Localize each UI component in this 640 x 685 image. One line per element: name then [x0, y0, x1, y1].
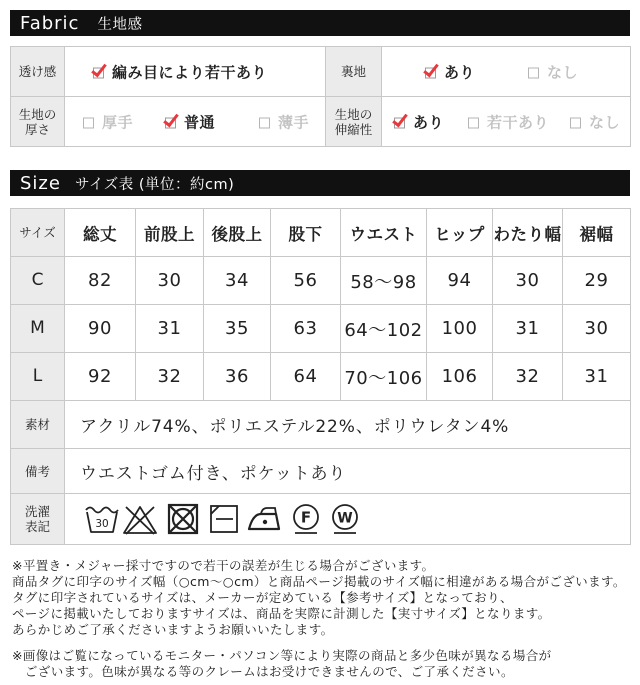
size-value: 90	[65, 305, 136, 353]
option-stretch-yes	[394, 111, 444, 132]
size-value: 29	[563, 257, 631, 305]
size-value: 31	[136, 305, 204, 353]
measurement-notes	[12, 558, 626, 638]
checkbox-icon	[468, 118, 479, 129]
care-symbols	[65, 494, 631, 545]
wash-tub-30-icon	[83, 502, 121, 536]
option-label: あり	[444, 63, 476, 81]
label-line: 表記	[24, 519, 50, 534]
column-header-back-rise: 後股上	[204, 209, 271, 257]
fabric-heading: Fabric	[20, 12, 80, 34]
note-line: ※画像はご覧になっているモニター・パソコン等により実際の商品と多少色味が異なる場合が	[12, 648, 552, 663]
size-row-m	[11, 305, 631, 353]
size-value: 92	[65, 353, 136, 401]
option-lining-no	[528, 61, 578, 82]
checkbox-icon	[570, 118, 581, 129]
wet-clean-w-icon	[329, 502, 361, 536]
color-notes	[12, 648, 626, 680]
no-tumble-dry-icon	[165, 502, 201, 536]
size-section-header	[10, 170, 630, 196]
dry-clean-f-icon	[290, 502, 322, 536]
option-stretch-slight	[468, 111, 549, 132]
note-line: ※平置き・メジャー採寸ですので若干の誤差が生じる場合がございます。	[12, 558, 435, 573]
thickness-options	[65, 97, 326, 147]
dry-clean-letter: F	[300, 508, 312, 527]
option-label: なし	[547, 63, 579, 81]
column-header-inseam: 股下	[271, 209, 341, 257]
label-line: 生地の	[18, 106, 57, 122]
size-row-c	[11, 257, 631, 305]
column-header-waist: ウエスト	[341, 209, 427, 257]
remarks-value: ウエストゴム付き、ポケットあり	[65, 449, 631, 494]
label-line: 厚さ	[24, 121, 50, 137]
size-label: C	[11, 257, 65, 305]
wash-temperature-label: 30	[95, 518, 109, 530]
remarks-label: 備考	[11, 449, 65, 494]
option-thickness-normal	[165, 111, 215, 132]
size-table	[10, 208, 631, 545]
remarks-row	[11, 449, 631, 494]
size-heading: Size	[20, 172, 61, 194]
size-value: 32	[136, 353, 204, 401]
stretch-label	[326, 97, 382, 147]
option-label: 薄手	[278, 113, 310, 131]
size-column-header: サイズ	[11, 209, 65, 257]
size-row-l	[11, 353, 631, 401]
care-row	[11, 494, 631, 545]
care-label	[11, 494, 65, 545]
flat-dry-shade-icon	[208, 502, 240, 536]
option-thickness-thick	[83, 111, 133, 132]
size-value: 64	[271, 353, 341, 401]
iron-low-icon	[245, 502, 283, 536]
option-stretch-no	[570, 111, 620, 132]
column-header-total-length: 総丈	[65, 209, 136, 257]
label-line: 生地の	[334, 106, 373, 122]
label-line: 透け感	[18, 64, 57, 79]
note-line: タグに印字されているサイズは、メーカーが定めている【参考サイズ】となっており、	[12, 590, 513, 605]
note-line: 商品タグに印字のサイズ幅（○cm〜○cm）と商品ページ掲載のサイズ幅に相違がある場合がございます。	[12, 574, 626, 589]
option-label: なし	[589, 113, 621, 131]
option-label: 編み目により若干あり	[112, 63, 268, 81]
checkbox-icon	[93, 68, 104, 79]
wet-clean-letter: W	[337, 510, 353, 527]
checkbox-icon	[394, 118, 405, 129]
material-row	[11, 401, 631, 449]
size-value: 31	[493, 305, 563, 353]
column-header-hip: ヒップ	[427, 209, 493, 257]
size-value: 31	[563, 353, 631, 401]
column-header-front-rise: 前股上	[136, 209, 204, 257]
option-label: 普通	[184, 113, 216, 131]
size-value: 32	[493, 353, 563, 401]
option-lining-yes	[425, 61, 475, 82]
size-value: 82	[65, 257, 136, 305]
fabric-table	[10, 46, 631, 147]
fabric-row-see-through-lining	[11, 47, 631, 97]
option-see-through-slight	[93, 61, 267, 82]
material-label: 素材	[11, 401, 65, 449]
checkbox-icon	[165, 118, 176, 129]
option-label: 若干あり	[487, 113, 550, 131]
size-value: 100	[427, 305, 493, 353]
size-value: 56	[271, 257, 341, 305]
see-through-label	[11, 47, 65, 97]
material-value: アクリル74%、ポリエステル22%、ポリウレタン4%	[65, 401, 631, 449]
option-thickness-thin	[259, 111, 309, 132]
checkbox-icon	[528, 68, 539, 79]
size-subheading: サイズ表 (単位：約cm)	[74, 176, 235, 193]
note-line: あらかじめご了承くださいますようお願いいたします。	[12, 622, 334, 637]
size-header-row	[11, 209, 631, 257]
notes	[12, 558, 626, 680]
size-value: 34	[204, 257, 271, 305]
size-value: 30	[563, 305, 631, 353]
option-label: あり	[413, 113, 445, 131]
note-line: ございます。色味が異なる等のクレームはお受けできませんので、ご了承ください。	[12, 664, 514, 679]
label-line: 洗濯	[24, 504, 50, 519]
checkbox-icon	[259, 118, 270, 129]
lining-options	[382, 47, 631, 97]
stretch-options	[382, 97, 631, 147]
thickness-label	[11, 97, 65, 147]
no-bleach-icon	[120, 502, 160, 536]
size-label: L	[11, 353, 65, 401]
option-label: 厚手	[102, 113, 134, 131]
checkbox-icon	[425, 68, 436, 79]
note-line: ページに掲載いたしておりますサイズは、商品を実際に計測した【実寸サイズ】となります。	[12, 606, 551, 621]
size-value: 70〜106	[341, 353, 427, 401]
size-value: 36	[204, 353, 271, 401]
size-value: 106	[427, 353, 493, 401]
size-value: 30	[493, 257, 563, 305]
size-value: 63	[271, 305, 341, 353]
see-through-options	[65, 47, 326, 97]
size-value: 94	[427, 257, 493, 305]
size-label: M	[11, 305, 65, 353]
fabric-row-thickness-stretch	[11, 97, 631, 147]
fabric-subheading: 生地感	[97, 16, 143, 33]
size-value: 58〜98	[341, 257, 427, 305]
label-line: 伸縮性	[334, 121, 373, 137]
size-value: 64〜102	[341, 305, 427, 353]
fabric-section-header	[10, 10, 630, 36]
checkbox-icon	[83, 118, 94, 129]
size-value: 30	[136, 257, 204, 305]
size-value: 35	[204, 305, 271, 353]
lining-label	[326, 47, 382, 97]
column-header-hem: 裾幅	[563, 209, 631, 257]
label-line: 裏地	[340, 64, 366, 79]
column-header-thigh: わたり幅	[493, 209, 563, 257]
